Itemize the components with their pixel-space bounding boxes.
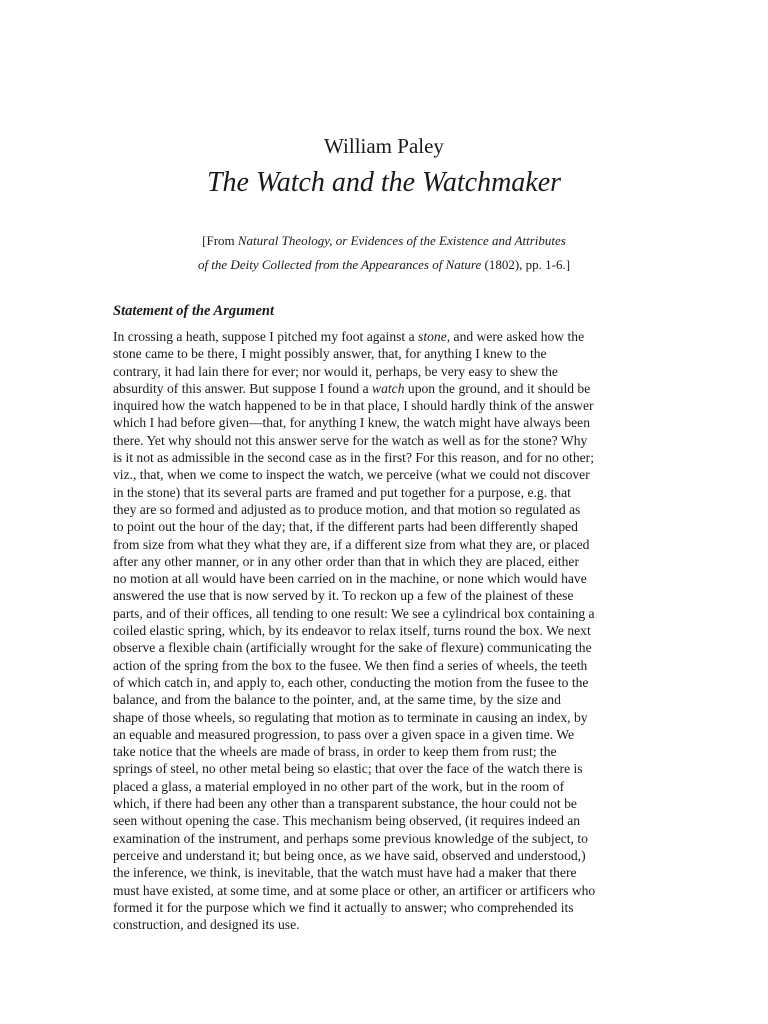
section-heading: Statement of the Argument (113, 303, 274, 319)
paragraph-line (113, 518, 653, 535)
line-text: balance, and from the balance to the pointer, and, at the same time, by the size and (113, 692, 561, 708)
emphasized-word: watch (372, 380, 405, 396)
paragraph-line (113, 432, 653, 449)
paragraph-line (113, 812, 653, 829)
paragraph-line (113, 691, 653, 708)
paragraph-line (113, 882, 653, 899)
emphasized-word: stone (418, 329, 447, 344)
paragraph-line (113, 864, 653, 881)
paragraph-line (113, 363, 653, 380)
line-text: placed a glass, a material employed in no other part of the work, but in the room of (113, 778, 565, 794)
paragraph-line (113, 345, 653, 362)
line-text: observe a flexible chain (artificially wrought for the sake of flexure) communicating the (113, 640, 592, 656)
line-text: the inference, we think, is inevitable, that the watch must have had a maker that there (113, 865, 577, 881)
source-prefix: [From (202, 233, 238, 248)
line-text: from size from what they what they are, if a different size from what they are, or placed (113, 536, 590, 552)
source-suffix: (1802), pp. 1-6.] (481, 257, 571, 272)
line-text: construction, and designed its use. (113, 917, 300, 933)
line-text: to point out the hour of the day; that, if the different parts had been differently shaped (113, 519, 578, 535)
line-text: of which catch in, and apply to, each other, conducting the motion from the fusee to the (113, 674, 589, 690)
paragraph-line (113, 553, 653, 570)
line-text: viz., that, when we come to inspect the watch, we perceive (what we could not discover (113, 467, 590, 483)
line-text: In crossing a heath, suppose I pitched my foot against a (113, 329, 419, 344)
paragraph-line (113, 587, 653, 604)
line-text: inquired how the watch happened to be in that place, I should hardly think of the answer (113, 398, 594, 414)
source-title-part2: of the Deity Collected from the Appearances of Nature (197, 257, 482, 272)
paragraph-line (113, 536, 653, 553)
line-text: shape of those wheels, so regulating that motion as to terminate in causing an index, by (113, 709, 588, 725)
source-citation (0, 229, 768, 277)
body-paragraph (113, 328, 653, 933)
line-text: an equable and measured progression, to pass over a given space in a given time. We (113, 726, 575, 742)
line-text: is it not as admissible in the second case as in the first? For this reason, and for no other; (113, 450, 594, 466)
line-text: formed it for the purpose which we find it actually to answer; who comprehended its (113, 899, 574, 915)
line-text: parts, and of their offices, all tending to one result: We see a cylindrical box containing a (113, 605, 595, 621)
line-text: which, if there had been any other than a transparent substance, the hour could not be (113, 796, 577, 812)
paragraph-line (113, 328, 653, 345)
line-text: no motion at all would have been carried on in the machine, or none which would have (113, 571, 587, 587)
paragraph-line (113, 899, 653, 916)
paragraph-line (113, 778, 653, 795)
line-text: answered the use that is now served by it. To reckon up a few of the plainest of these (113, 588, 574, 604)
paragraph-line (113, 657, 653, 674)
line-text: upon the ground, and it should be (404, 380, 591, 396)
paragraph-line (113, 639, 653, 656)
paragraph-line (113, 466, 653, 483)
line-text: perceive and understand it; but being once, as we have said, observed and understood,) (113, 847, 586, 863)
line-text: absurdity of this answer. But suppose I found a (113, 380, 373, 396)
paragraph-line (113, 795, 653, 812)
paragraph-line (113, 414, 653, 431)
line-text: stone came to be there, I might possibly answer, that, for anything I knew to the (113, 346, 547, 362)
line-text: take notice that the wheels are made of brass, in order to keep them from rust; the (113, 744, 557, 760)
line-text: seen without opening the case. This mechanism being observed, (it requires indeed an (113, 813, 581, 829)
paragraph-line (113, 622, 653, 639)
author-name: William Paley (324, 134, 444, 158)
line-text: after any other manner, or in any other order than that in which they are placed, either (113, 553, 579, 569)
line-text: which I had before given—that, for anything I knew, the watch might have always been (113, 415, 591, 431)
line-text: examination of the instrument, and perhaps some previous knowledge of the subject, to (113, 830, 588, 846)
paragraph-line (113, 484, 653, 501)
paragraph-line (113, 605, 653, 622)
paragraph-line (113, 449, 653, 466)
paragraph-line (113, 830, 653, 847)
line-text: coiled elastic spring, which, by its endeavor to relax itself, turns round the box. We next (113, 623, 591, 639)
line-text: , and were asked how the (446, 329, 585, 344)
source-title-part1: Natural Theology, or Evidences of the Existence and Attributes (237, 233, 566, 248)
paragraph-line (113, 380, 653, 397)
paragraph-line (113, 847, 653, 864)
paragraph-line (113, 397, 653, 414)
paragraph-line (113, 570, 653, 587)
line-text: they are so formed and adjusted as to produce motion, and that motion so regulated as (113, 501, 581, 517)
document-title: The Watch and the Watchmaker (206, 167, 562, 198)
line-text: springs of steel, no other metal being so elastic; that over the face of the watch there is (113, 761, 583, 777)
line-text: in the stone) that its several parts are framed and put together for a purpose, e.g. that (113, 484, 571, 500)
paragraph-line (113, 743, 653, 760)
paragraph-line (113, 916, 653, 933)
paragraph-line (113, 674, 653, 691)
line-text: contrary, it had lain there for ever; nor would it, perhaps, be very easy to shew the (113, 363, 558, 379)
line-text: action of the spring from the box to the fusee. We then find a series of wheels, the teeth (113, 657, 588, 673)
paragraph-line (113, 501, 653, 518)
paragraph-line (113, 760, 653, 777)
paragraph-line (113, 709, 653, 726)
line-text: there. Yet why should not this answer serve for the watch as well as for the stone? Why (113, 432, 588, 448)
line-text: must have existed, at some time, and at some place or other, an artificer or artificers who (113, 882, 596, 898)
paragraph-line (113, 726, 653, 743)
